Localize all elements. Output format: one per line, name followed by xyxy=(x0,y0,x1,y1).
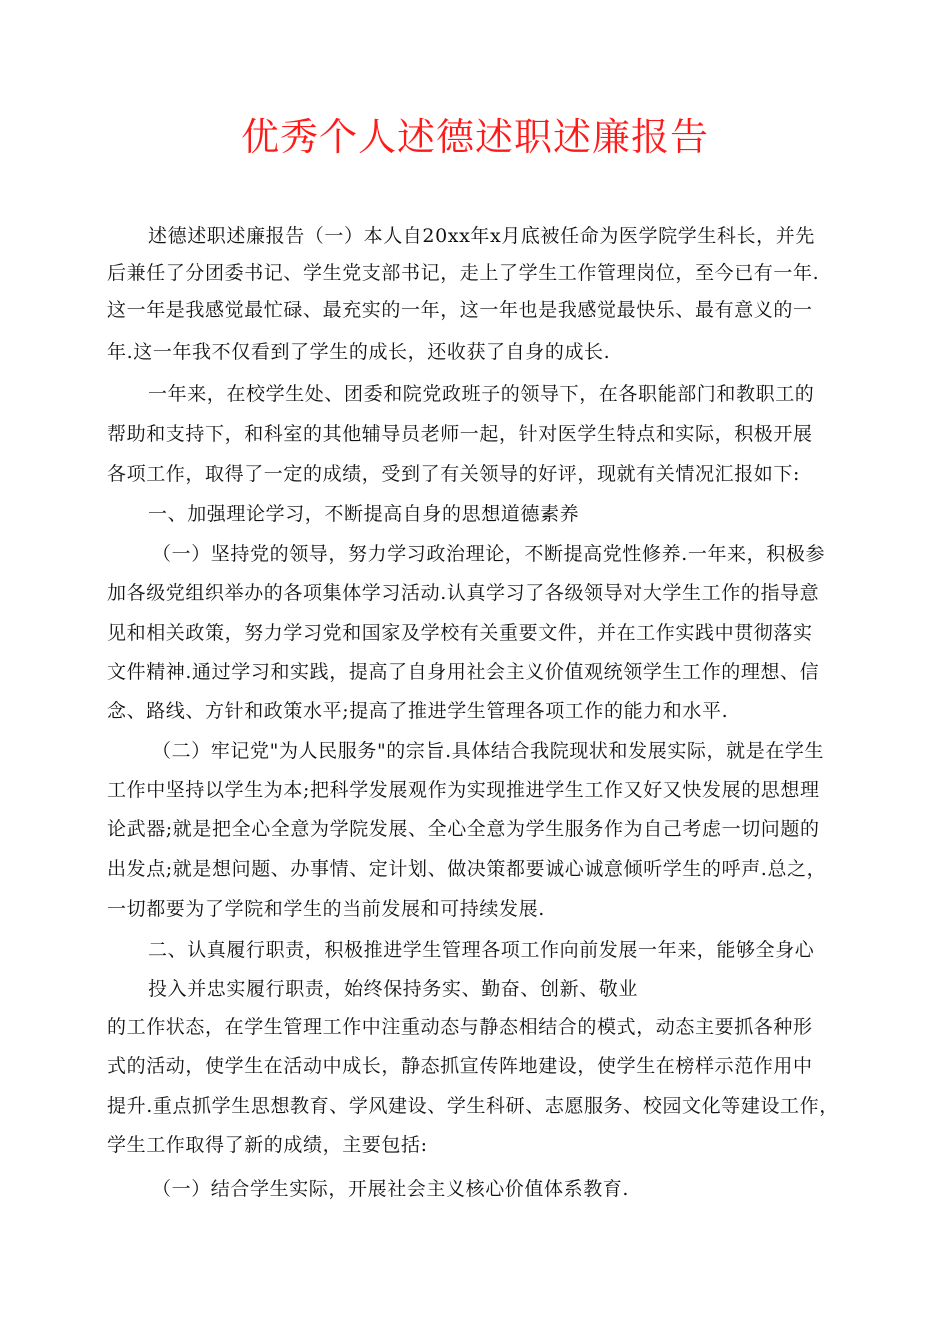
paragraph-line: 这一年是我感觉最忙碌、最充实的一年，这一年也是我感觉最快乐、最有意义的一 xyxy=(107,299,813,321)
paragraph-line: 投入并忠实履行职责，始终保持务实、勤奋、创新、敬业 xyxy=(148,978,639,1000)
paragraph-line: 各项工作，取得了一定的成绩，受到了有关领导的好评，现就有关情况汇报如下: xyxy=(107,463,801,485)
paragraph-line: 一年来，在校学生处、团委和院党政班子的领导下，在各职能部门和教职工的 xyxy=(148,383,815,405)
paragraph-line: 提升.重点抓学生思想教育、学风建设、学生科研、志愿服务、校园文化等建设工作， xyxy=(107,1095,839,1117)
paragraph-line: 论武器;就是把全心全意为学院发展、全心全意为学生服务作为自己考虑一切问题的 xyxy=(107,818,820,840)
paragraph-line: 出发点;就是想问题、办事情、定计划、做决策都要诚心诚意倾听学生的呼声.总之， xyxy=(107,858,827,880)
paragraph-line: （一）坚持党的领导，努力学习政治理论，不断提高党性修养.一年来，积极参 xyxy=(152,543,826,565)
paragraph-line: 工作中坚持以学生为本;把科学发展观作为实现推进学生工作又好又快发展的思想理 xyxy=(107,779,820,801)
section-heading: 一、加强理论学习，不断提高自身的思想道德素养 xyxy=(148,503,580,525)
paragraph-line: 后兼任了分团委书记、学生党支部书记，走上了学生工作管理岗位，至今已有一年. xyxy=(107,262,820,284)
paragraph-line: 式的活动，使学生在活动中成长，静态抓宣传阵地建设，使学生在榜样示范作用中 xyxy=(107,1055,813,1077)
paragraph-line: 的工作状态，在学生管理工作中注重动态与静态相结合的模式，动态主要抓各种形 xyxy=(107,1016,813,1038)
paragraph-line: 述德述职述廉报告（一）本人自20xx年x月底被任命为医学院学生科长，并先 xyxy=(148,225,815,247)
paragraph-line: 年.这一年我不仅看到了学生的成长，还收获了自身的成长. xyxy=(107,341,611,363)
paragraph-line: （二）牢记党"为人民服务"的宗旨.具体结合我院现状和发展实际，就是在学生 xyxy=(152,740,825,762)
paragraph-line: 帮助和支持下，和科室的其他辅导员老师一起，针对医学生特点和实际，积极开展 xyxy=(107,423,813,445)
sub-heading: （一）结合学生实际，开展社会主义核心价值体系教育. xyxy=(152,1178,630,1200)
paragraph-line: 加各级党组织举办的各项集体学习活动.认真学习了各级领导对大学生工作的指导意 xyxy=(107,582,820,604)
paragraph-line: 一切都要为了学院和学生的当前发展和可持续发展. xyxy=(107,898,545,920)
section-heading: 二、认真履行职责，积极推进学生管理各项工作向前发展一年来，能够全身心 xyxy=(148,939,815,961)
paragraph-line: 见和相关政策，努力学习党和国家及学校有关重要文件，并在工作实践中贯彻落实 xyxy=(107,622,813,644)
document-title: 优秀个人述德述职述廉报告 xyxy=(240,115,709,159)
paragraph-line: 念、路线、方针和政策水平;提高了推进学生管理各项工作的能力和水平. xyxy=(107,700,729,722)
paragraph-line: 学生工作取得了新的成绩，主要包括: xyxy=(107,1134,428,1156)
paragraph-line: 文件精神.通过学习和实践，提高了自身用社会主义价值观统领学生工作的理想、信 xyxy=(107,661,820,683)
